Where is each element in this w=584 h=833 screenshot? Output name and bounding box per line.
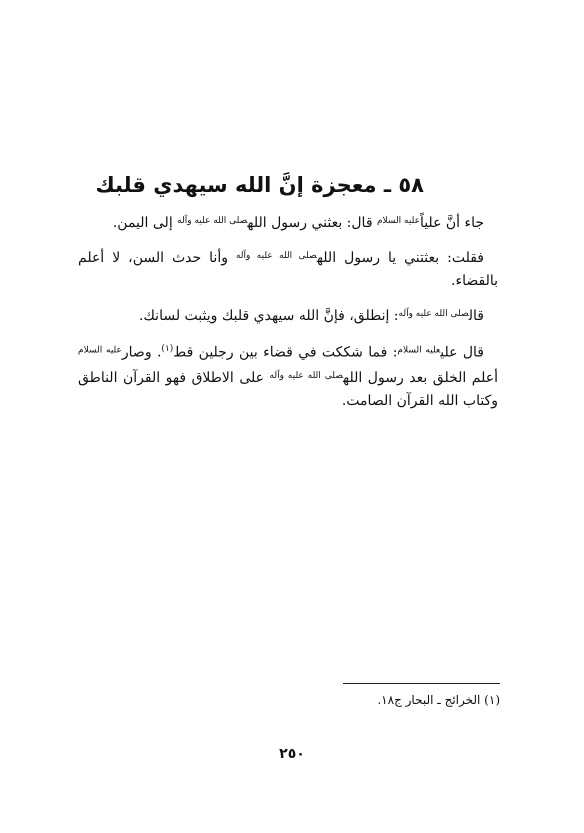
paragraph-2 — [78, 245, 498, 293]
paragraph-4-part-1: قال علي — [440, 344, 485, 361]
body-text — [78, 210, 498, 423]
paragraph-1 — [78, 210, 498, 235]
page-number: ٢٥٠ — [279, 746, 305, 762]
paragraph-1-part-3: إلى اليمن. — [112, 215, 178, 231]
honorific-prophet-3: صلى الله عليه وآله — [398, 309, 469, 319]
honorific-ali-1: عليه السلام — [376, 216, 420, 226]
paragraph-2-part-2: وأنا حدث السن، لا أعلم بالقضاء. — [78, 250, 498, 289]
section-heading: ٥٨ ـ معجزة إنَّ الله سيهدي قلبك — [95, 173, 424, 197]
paragraph-2-part-1: فقلت: بعثتني يا رسول الله — [316, 250, 484, 266]
paragraph-3-part-2: : إنطلق، فإنَّ الله سيهدي قلبك ويثبت لسانك. — [138, 308, 399, 324]
paragraph-1-part-1: جاء أنَّ علياً — [419, 215, 484, 231]
paragraph-3 — [78, 303, 498, 328]
footnote-divider — [343, 683, 500, 684]
honorific-ali-2: عليه السلام — [397, 345, 441, 356]
honorific-prophet-2: صلى الله عليه وآله — [235, 251, 317, 261]
paragraph-4-part-4: أعلم الخلق بعد رسول الله — [343, 369, 499, 386]
honorific-prophet-1: صلى الله عليه وآله — [177, 216, 248, 226]
paragraph-4-part-5: على الاطلاق فهو القرآن الناطق وكتاب الله القرآن الصامت. — [78, 369, 498, 409]
footnote-reference: (١) — [161, 344, 174, 354]
paragraph-4 — [78, 338, 498, 413]
honorific-ali-3: عليه السلام — [78, 345, 122, 356]
paragraph-1-part-2: قال: بعثني رسول الله — [247, 215, 377, 231]
footnote: (١) الخرائج ـ البحار ج١٨. — [377, 693, 500, 707]
paragraph-3-part-1: قال — [468, 308, 484, 324]
paragraph-4-part-2: : فما شككت في قضاء بين رجلين قط — [173, 344, 398, 361]
honorific-prophet-4: صلى الله عليه وآله — [269, 370, 344, 381]
paragraph-4-part-3: . وصار — [121, 344, 162, 361]
